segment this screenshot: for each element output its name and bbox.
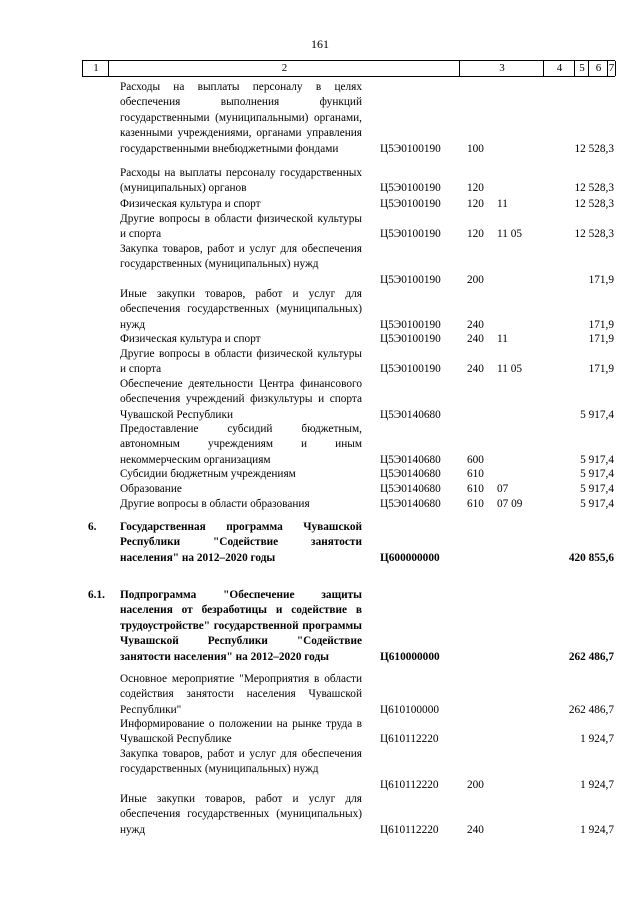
table-row [0,717,640,748]
amount-value: 171,9 [588,332,614,345]
target-article-code: Ц610100000 [380,703,439,716]
table-row [0,482,640,497]
table-row [0,467,640,482]
amount-value: 12 528,3 [574,197,614,210]
target-article-code: Ц610112220 [380,778,439,791]
row-description: Предоставление субсидий бюджетным, автономным учреждениям и иным некоммерческим организациям [120,423,362,466]
row-description: Закупка товаров, работ и услуг для обеспечения государственных (муниципальных) нужд [120,243,362,271]
table-row [0,377,640,423]
column-header-6: 6 [588,61,608,76]
row-description: Другие вопросы в области физической культуры и спорта [120,213,362,241]
expense-type-code: 240 [467,332,484,345]
row-number: 6.1. [88,589,105,601]
target-article-code: Ц610112220 [380,823,439,836]
target-article-code: Ц600000000 [380,551,440,564]
expense-type-code: 600 [467,453,484,466]
target-article-code: Ц5Э0140680 [380,482,441,495]
table-row [0,80,640,157]
table-row [0,520,640,566]
table-row [0,588,640,665]
table-row [0,166,640,197]
row-description: Государственная программа Чувашской Республики "Содействие занятости населения" на 2012–2020 годы [120,521,362,564]
target-article-code: Ц5Э0140680 [380,453,441,466]
target-article-code: Ц5Э0100190 [380,273,441,286]
amount-value: 12 528,3 [574,182,614,195]
table-row [0,287,640,333]
row-description: Информирование о положении на рынке труда в Чувашской Республике [120,718,362,746]
row-description: Иные закупки товаров, работ и услуг для обеспечения государственных (муниципальных) нужд [120,288,362,331]
expense-type-code: 610 [467,497,484,510]
target-article-code: Ц5Э0100190 [380,142,441,155]
column-header-7: 7 [608,62,615,74]
amount-value: 262 486,7 [568,650,614,663]
table-row [0,422,640,468]
column-header-2: 2 [108,61,460,76]
target-article-code: Ц610000000 [380,650,440,663]
amount-value: 420 855,6 [568,551,614,564]
target-article-code: Ц5Э0100190 [380,318,441,331]
row-description: Другие вопросы в области физической культуры и спорта [120,348,362,376]
section-subsection-code: 11 05 [497,363,522,376]
expense-type-code: 610 [467,482,484,495]
row-description: Физическая культура и спорт [120,198,261,210]
table-row [0,747,640,793]
expense-type-code: 240 [467,318,484,331]
row-number: 6. [88,521,97,533]
row-description: Субсидии бюджетным учреждениям [120,468,296,480]
table-row [0,212,640,243]
expense-type-code: 240 [467,363,484,376]
target-article-code: Ц5Э0140680 [380,467,441,480]
target-article-code: Ц5Э0140680 [380,497,441,510]
expense-type-code: 120 [467,197,484,210]
section-subsection-code: 11 [497,197,508,210]
row-description: Образование [120,483,182,495]
target-article-code: Ц5Э0100190 [380,182,441,195]
section-subsection-code: 07 [497,482,509,495]
target-article-code: Ц5Э0100190 [380,197,441,210]
amount-value: 1 924,7 [580,778,614,791]
amount-value: 5 917,4 [580,497,614,510]
table-row [0,792,640,838]
section-subsection-code: 11 [497,332,508,345]
amount-value: 5 917,4 [580,453,614,466]
amount-value: 171,9 [588,363,614,376]
table-row [0,242,640,288]
expense-type-code: 610 [467,467,484,480]
column-header-4: 4 [543,61,575,76]
table-row [0,497,640,512]
amount-value: 171,9 [588,273,614,286]
expense-type-code: 120 [467,182,484,195]
amount-value: 5 917,4 [580,467,614,480]
page-number: 161 [311,37,329,51]
table-row [0,672,640,718]
expense-type-code: 120 [467,228,484,241]
target-article-code: Ц5Э0100190 [380,332,441,345]
amount-value: 171,9 [588,318,614,331]
row-description: Закупка товаров, работ и услуг для обеспечения государственных (муниципальных) нужд [120,748,362,776]
row-description: Иные закупки товаров, работ и услуг для обеспечения государственных (муниципальных) нужд [120,793,362,836]
expense-type-code: 200 [467,778,484,791]
amount-value: 5 917,4 [580,482,614,495]
table-header [82,60,615,77]
target-article-code: Ц610112220 [380,733,439,746]
section-subsection-code: 07 09 [497,497,523,510]
row-description: Обеспечение деятельности Центра финансового обеспечения учреждений физкультуры и спорта Чувашской Республики [120,378,362,421]
row-description: Основное мероприятие "Мероприятия в области содействия занятости населения Чувашской Республики" [120,673,362,716]
expense-type-code: 200 [467,273,484,286]
expense-type-code: 100 [467,142,484,155]
row-description: Расходы на выплаты персоналу государственных (муниципальных) органов [120,167,362,195]
target-article-code: Ц5Э0100190 [380,363,441,376]
amount-value: 1 924,7 [580,823,614,836]
table-row [0,197,640,212]
column-header-3: 3 [459,61,544,76]
amount-value: 1 924,7 [580,733,614,746]
row-description: Другие вопросы в области образования [120,498,310,510]
expense-type-code: 240 [467,823,484,836]
amount-value: 12 528,3 [574,228,614,241]
table-row [0,332,640,347]
row-description: Расходы на выплаты персоналу в целях обеспечения выполнения функций государственными (муниципальными) органами, казенными учреждениями, органами управления государственными внебюджетными фондами [120,81,362,155]
target-article-code: Ц5Э0140680 [380,408,441,421]
column-header-5: 5 [574,61,589,76]
row-description: Подпрограмма "Обеспечение защиты населения от безработицы и содействие в трудоустройстве" государственной программы Чувашской Республики "Содействие занятости населения" на 2012–2020 годы [120,589,362,663]
section-subsection-code: 11 05 [497,228,522,241]
row-description: Физическая культура и спорт [120,333,261,345]
amount-value: 5 917,4 [580,408,614,421]
table-row [0,347,640,378]
amount-value: 262 486,7 [568,703,614,716]
target-article-code: Ц5Э0100190 [380,228,441,241]
column-header-1: 1 [82,61,109,76]
amount-value: 12 528,3 [574,142,614,155]
